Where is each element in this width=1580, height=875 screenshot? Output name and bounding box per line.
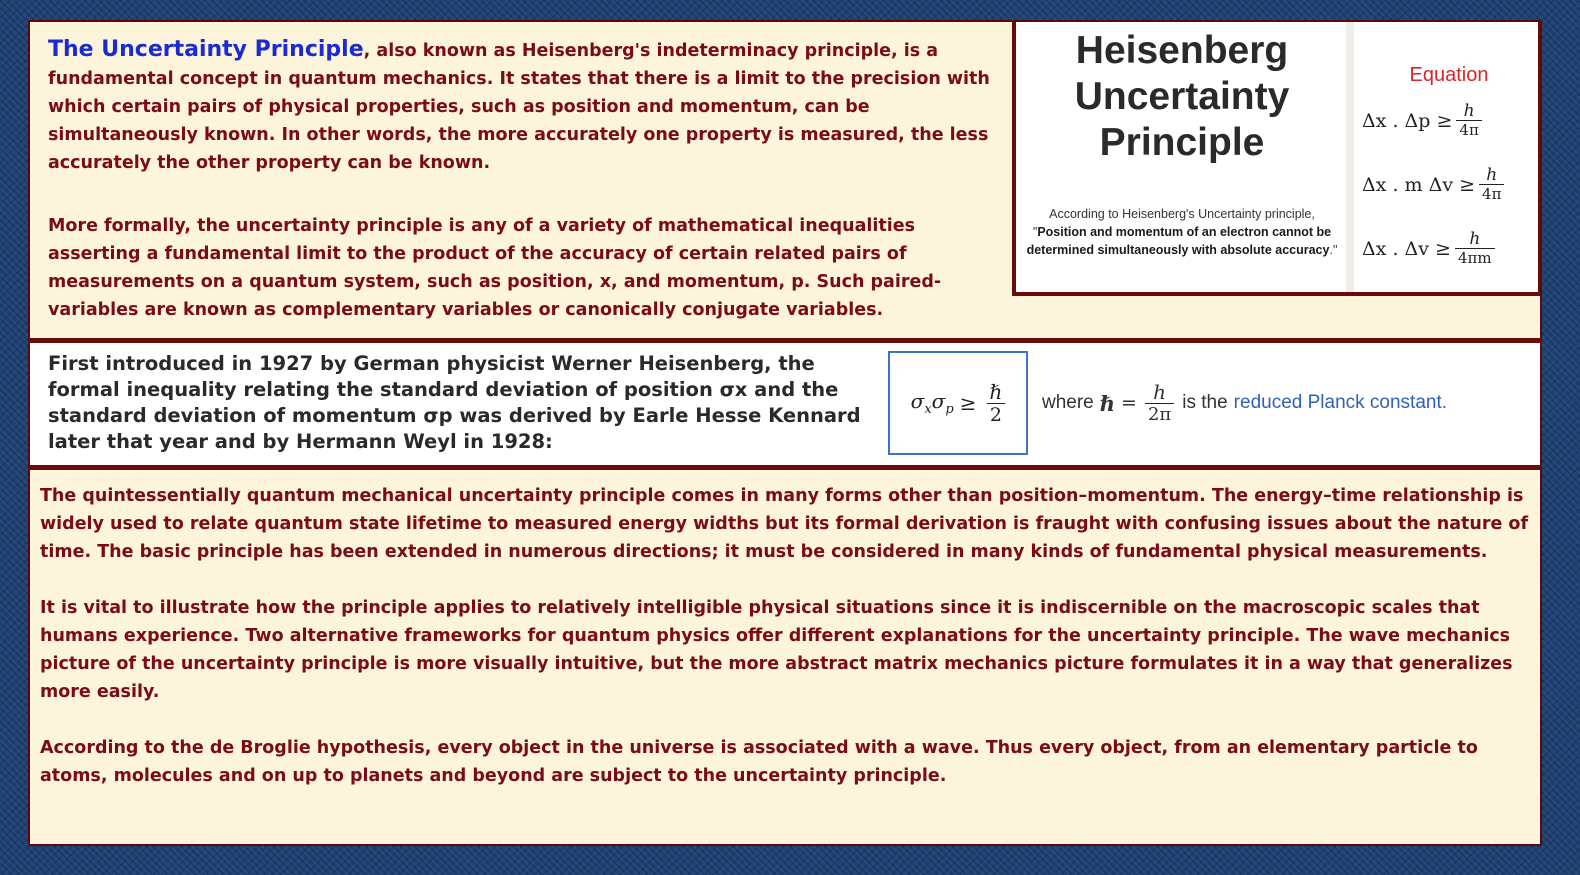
equation-heading: Equation [1409, 64, 1489, 86]
equals-sign: = [1121, 392, 1137, 414]
kennard-formula [888, 351, 1028, 455]
heisenberg-card [1012, 22, 1542, 296]
sigma-x-symbol: σ [910, 389, 925, 413]
equation-panel [1356, 22, 1542, 292]
card-title-line-1: Heisenberg [1075, 29, 1289, 72]
hbar-den: 2π [1145, 403, 1174, 426]
equation-3-lhs: Δx . Δv ≥ [1362, 237, 1451, 260]
reduced-planck-link[interactable]: reduced Planck constant. [1233, 392, 1448, 413]
equation-2 [1362, 166, 1504, 203]
equation-1-num: h [1463, 101, 1475, 121]
kennard-text: First introduced in 1927 by German physicist Werner Heisenberg, the formal inequality relating the standard deviation of position σx and the standard deviation of momentum σp was derived by Earle Hesse Kennard later that year and by Hermann Weyl in 1928: [48, 352, 861, 453]
equation-1 [1362, 102, 1482, 139]
hbar-fraction [1145, 381, 1174, 426]
hbar-symbol: ℏ [1099, 390, 1116, 416]
formula-num: ℏ [989, 379, 1003, 404]
sigma-p-sub: p [945, 402, 954, 417]
where-label: where [1042, 392, 1094, 413]
equation-2-lhs: Δx . m Δv ≥ [1362, 173, 1476, 196]
formal-paragraph: More formally, the uncertainty principle is any of a variety of mathematical inequalities asserting a fundamental limit to the product of the accuracy of certain related pairs of measurements on a quantum system, such as position, x, and momentum, p. Such paired-variables are known as complementary variables or canonically conjugate variables. [48, 216, 942, 320]
card-title-line-3: Principle [1099, 121, 1265, 164]
content-frame [28, 20, 1542, 846]
equation-3 [1362, 230, 1495, 267]
card-quote [1024, 205, 1340, 259]
equation-2-den: 4π [1479, 184, 1504, 203]
sigma-p-symbol: σ [931, 389, 946, 413]
equation-1-lhs: Δx . Δp ≥ [1362, 109, 1453, 132]
quote-bold: Position and momentum of an electron cannot be determined simultaneously with absolute accuracy [1026, 225, 1332, 257]
equation-2-num: h [1486, 165, 1498, 185]
formula-den: 2 [987, 403, 1005, 426]
reduced-planck-note [1042, 363, 1447, 443]
equation-1-den: 4π [1456, 120, 1481, 139]
quote-prefix: According to Heisenberg's Uncertainty principle, " [1032, 207, 1315, 239]
paragraph-de-broglie: According to the de Broglie hypothesis, every object in the universe is associated with a wave. Thus every object, from an elementary particle to atoms, molecules and on up to planets and beyond are subject to the uncertainty principle. [40, 738, 1478, 786]
card-divider [1346, 22, 1354, 292]
paragraph-frameworks: It is vital to illustrate how the principle applies to relatively intelligible physical situations since it is indiscernible on the macroscopic scales that humans experience. Two alternative frameworks for quantum physics offer different explanations for the uncertainty principle. The wave mechanics picture of the uncertainty principle is more visually intuitive, but the more abstract matrix mechanics picture formulates it in a way that generalizes more easily. [40, 598, 1513, 702]
where-is: is the [1182, 392, 1228, 413]
card-title [1024, 28, 1340, 166]
sigma-p [932, 389, 954, 417]
card-title-line-2: Uncertainty [1074, 75, 1290, 118]
intro-paragraph [48, 36, 998, 177]
equation-3-num: h [1469, 229, 1481, 249]
equation-3-den: 4πm [1455, 248, 1495, 267]
card-title-panel [1024, 22, 1340, 292]
intro-rest: , also known as Heisenberg's indeterminacy principle, is a fundamental concept in quantum mechanics. It states that there is a limit to the precision with which certain pairs of physical properties, such as position and momentum, can be simultaneously known. In other words, the more accurately one property is measured, the less accurately the other property can be known. [48, 41, 990, 173]
quote-suffix: ." [1329, 243, 1338, 257]
equation-3-fraction [1455, 230, 1495, 267]
intro-highlight: The Uncertainty Principle [48, 37, 364, 62]
formula-geq: ≥ [959, 391, 977, 415]
kennard-band [30, 338, 1540, 470]
equation-2-fraction [1479, 166, 1504, 203]
body-paragraphs [40, 482, 1530, 818]
sigma-x-sub: x [924, 402, 932, 417]
hbar-num: h [1153, 379, 1167, 404]
paragraph-forms: The quintessentially quantum mechanical uncertainty principle comes in many forms other than position–momentum. The energy–time relationship is widely used to relate quantum state lifetime to measured energy widths but its formal derivation is fraught with confusing issues about the nature of time. The basic principle has been extended in numerous directions; it must be considered in many kinds of fundamental physical measurements. [40, 486, 1529, 562]
equation-1-fraction [1456, 102, 1481, 139]
formula-fraction [986, 381, 1005, 426]
sigma-x [911, 389, 932, 417]
